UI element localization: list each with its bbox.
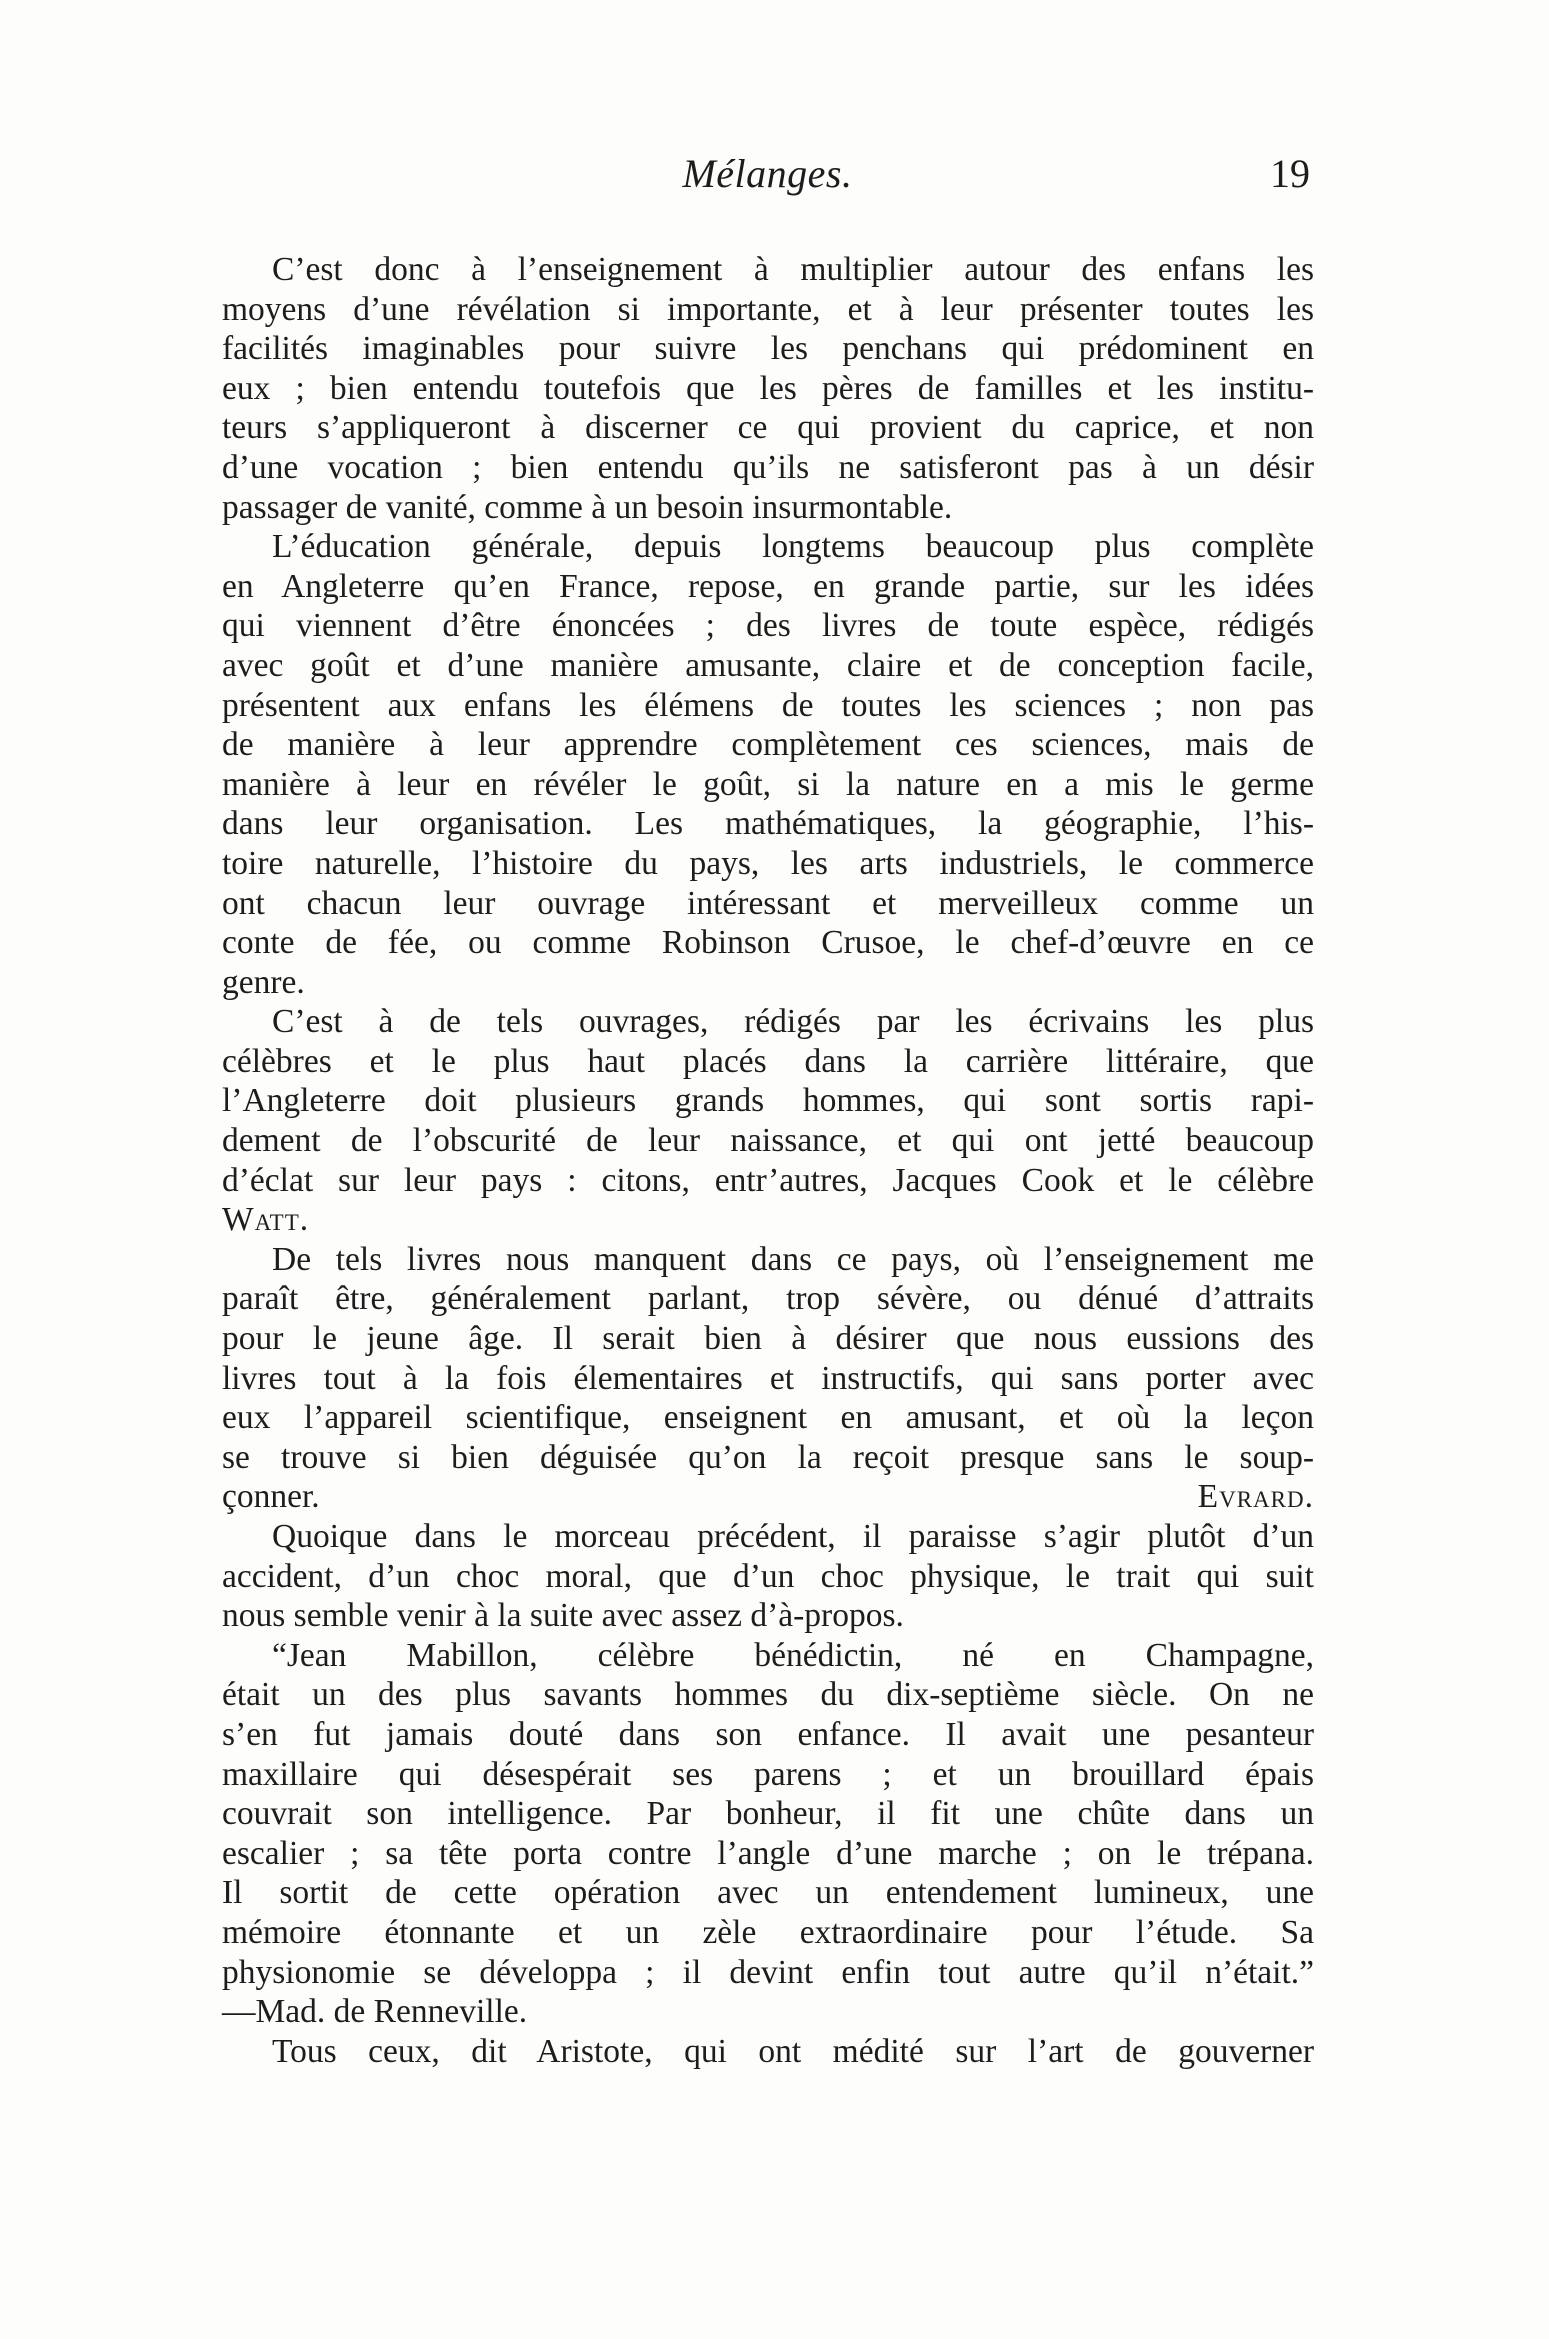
text-line: de manière à leur apprendre complètement ces sciences, mais de [222, 726, 1314, 764]
text-line: physionomie se développa ; il devint enfin tout autre qu’il n’était.” [222, 1953, 1314, 1991]
text-line: avec goût et d’une manière amusante, claire et de conception facile, [222, 646, 1314, 684]
text-line: célèbres et le plus haut placés dans la carrière littéraire, que [222, 1042, 1314, 1080]
text-line: escalier ; sa tête porta contre l’angle d’une marche ; on le trépana. [222, 1834, 1314, 1872]
text-line: Il sortit de cette opération avec un entendement lumineux, une [222, 1874, 1314, 1912]
text-line: Tous ceux, dit Aristote, qui ont médité sur l’art de gouverner [272, 2032, 1314, 2070]
text-line: dans leur organisation. Les mathématiques, la géographie, l’his- [222, 805, 1314, 843]
text-line: L’éducation générale, depuis longtems beaucoup plus complète [272, 528, 1314, 566]
text-line: facilités imaginables pour suivre les penchans qui prédominent en [222, 330, 1314, 368]
text-line: Watt. [222, 1201, 310, 1239]
text-line: mémoire étonnante et un zèle extraordinaire pour l’étude. Sa [222, 1913, 1314, 1951]
text-line-with-signature [222, 1477, 1314, 1517]
text-line: teurs s’appliqueront à discerner ce qui provient du caprice, et non [222, 409, 1314, 447]
text-line: toire naturelle, l’histoire du pays, les arts industriels, le commerce [222, 844, 1314, 882]
text-line: C’est à de tels ouvrages, rédigés par les écrivains les plus [272, 1003, 1314, 1041]
text-line: d’une vocation ; bien entendu qu’ils ne satisferont pas à un désir [222, 448, 1314, 486]
text-line: se trouve si bien déguisée qu’on la reçoit presque sans le soup- [222, 1438, 1314, 1476]
text-line: ont chacun leur ouvrage intéressant et merveilleux comme un [222, 884, 1314, 922]
running-head [225, 150, 1310, 210]
text-line: en Angleterre qu’en France, repose, en grande partie, sur les idées [222, 567, 1314, 605]
text-line: accident, d’un choc moral, que d’un choc physique, le trait qui suit [222, 1557, 1314, 1595]
text-line: d’éclat sur leur pays : citons, entr’autres, Jacques Cook et le célèbre [222, 1161, 1314, 1199]
text-line: C’est donc à l’enseignement à multiplier autour des enfans les [272, 251, 1314, 288]
text-line: conte de fée, ou comme Robinson Crusoe, le chef-d’œuvre en ce [222, 924, 1314, 962]
text-line: paraît être, généralement parlant, trop sévère, ou dénué d’attraits [222, 1280, 1314, 1318]
text-line: manière à leur en révéler le goût, si la nature en a mis le germe [222, 765, 1314, 803]
text-line: nous semble venir à la suite avec assez d’à-propos. [222, 1597, 904, 1635]
text-line: De tels livres nous manquent dans ce pays, où l’enseignement me [272, 1240, 1314, 1278]
signature: Evrard. [1197, 1478, 1314, 1516]
body-text [222, 250, 1314, 2071]
text-line: Quoique dans le morceau précédent, il paraisse s’agir plutôt d’un [272, 1518, 1314, 1555]
text-line: dement de l’obscurité de leur naissance, et qui ont jetté beaucoup [222, 1122, 1314, 1160]
text-line: maxillaire qui désespérait ses parens ; et un brouillard épais [222, 1755, 1314, 1793]
text-line: qui viennent d’être énoncées ; des livres de toute espèce, rédigés [222, 607, 1314, 645]
text-line: “Jean Mabillon, célèbre bénédictin, né en Champagne, [272, 1636, 1314, 1674]
text-line: l’Angleterre doit plusieurs grands hommes, qui sont sortis rapi- [222, 1082, 1314, 1120]
text-line: était un des plus savants hommes du dix-septième siècle. On ne [222, 1676, 1314, 1714]
text-line: passager de vanité, comme à un besoin insurmontable. [222, 488, 953, 526]
text-line: eux ; bien entendu toutefois que les pères de familles et les institu- [222, 369, 1314, 407]
text-line: présentent aux enfans les élémens de toutes les sciences ; non pas [222, 686, 1314, 724]
attribution-line: —Mad. de Renneville. [222, 1993, 528, 2031]
running-title: Mélanges. [682, 151, 853, 196]
text-line: moyens d’une révélation si importante, et à leur présenter toutes les [222, 290, 1314, 328]
page-number: 19 [1270, 151, 1310, 196]
text-line: livres tout à la fois élementaires et instructifs, qui sans porter avec [222, 1359, 1314, 1397]
text-line: genre. [222, 963, 305, 1001]
text-line: çonner. [222, 1478, 320, 1516]
text-line: pour le jeune âge. Il serait bien à désirer que nous eussions des [222, 1320, 1314, 1358]
text-line: eux l’appareil scientifique, enseignent en amusant, et où la leçon [222, 1399, 1314, 1437]
text-line: couvrait son intelligence. Par bonheur, il fit une chûte dans un [222, 1795, 1314, 1833]
text-line: s’en fut jamais douté dans son enfance. Il avait une pesanteur [222, 1715, 1314, 1753]
